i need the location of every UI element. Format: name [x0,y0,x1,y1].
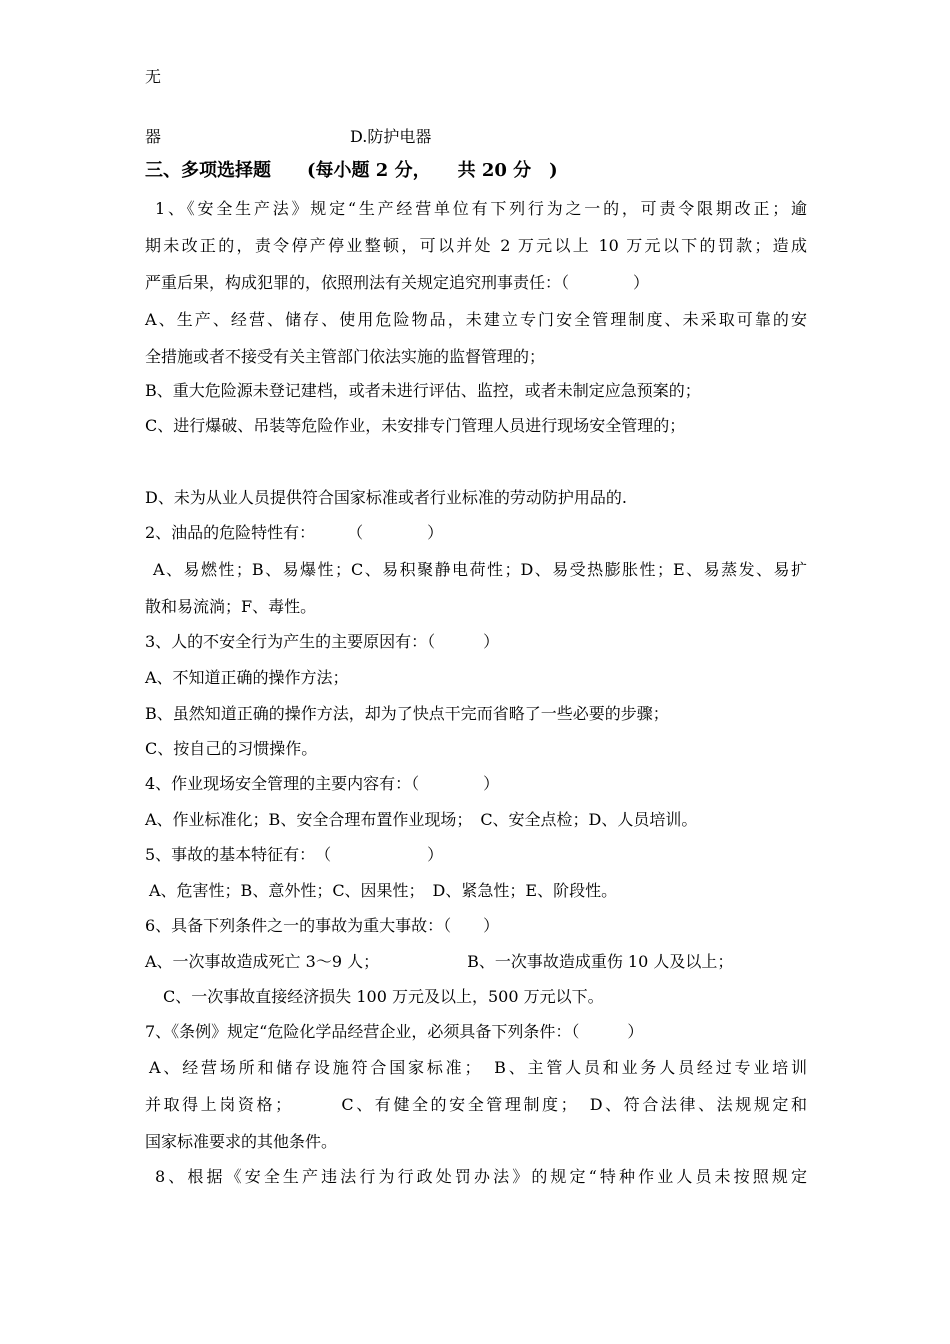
question-1-option-b: B、重大危险源未登记建档，或者未进行评估、监控，或者未制定应急预案的； [145,381,701,400]
question-7-options-line-2: 并取得上岗资格； C、有健全的安全管理制度； D、符合法律、法规规定和 [145,1095,807,1114]
question-5-options: A、危害性；B、意外性；C、因果性； D、紧急性；E、阶段性。 [149,881,618,900]
question-1-option-a-line-2: 全措施或者不接受有关主管部门依法实施的监督管理的； [145,347,546,366]
question-3-option-a: A、不知道正确的操作方法； [145,668,349,687]
question-2-options-line-2: 散和易流淌；F、毒性。 [145,597,317,616]
top-fragment: 无 [145,67,162,86]
question-1-option-d: D、未为从业人员提供符合国家标准或者行业标准的劳动防护用品的. [145,488,627,507]
question-6-options-line-1: A、一次事故造成死亡 3～9 人； B、一次事故造成重伤 10 人及以上； [145,952,734,971]
question-2-line-1: 2、油品的危险特性有： （ ） [145,523,444,542]
option-fragment-right: D.防护电器 [350,127,432,146]
question-1-option-c: C、进行爆破、吊装等危险作业，未安排专门管理人员进行现场安全管理的； [145,416,686,435]
question-3-line-1: 3、人的不安全行为产生的主要原因有：（ ） [145,632,500,651]
question-6-options-line-2: C、一次事故直接经济损失 100 万元及以上，500 万元以下。 [163,987,604,1006]
option-fragment-left: 器 [145,127,162,146]
question-1-line-2: 期未改正的，责令停产停业整顿，可以并处 2 万元以上 10 万元以下的罚款；造成 [145,236,807,255]
question-7-options-line-3: 国家标准要求的其他条件。 [145,1132,338,1151]
question-1-option-a-line-1: A、生产、经营、储存、使用危险物品，未建立专门安全管理制度、未采取可靠的安 [145,310,807,329]
question-6-line-1: 6、具备下列条件之一的事故为重大事故：（ ） [145,916,500,935]
question-7-options-line-1: A、经营场所和储存设施符合国家标准； B、主管人员和业务人员经过专业培训 [149,1058,807,1077]
question-4-options: A、作业标准化；B、安全合理布置作业现场； C、安全点检；D、人员培训。 [145,810,698,829]
question-3-option-b: B、虽然知道正确的操作方法，却为了快点干完而省略了一些必要的步骤； [145,704,669,723]
question-1-line-3: 严重后果，构成犯罪的，依照刑法有关规定追究刑事责任：（ ） [145,273,650,292]
section-title: 三、多项选择题 (每小题 2 分， 共 20 分 ) [145,160,558,181]
question-7-line-1: 7、《条例》规定“危险化学品经营企业，必须具备下列条件：（ ） [145,1022,644,1041]
question-4-line-1: 4、作业现场安全管理的主要内容有：（ ） [145,774,500,793]
question-1-line-1: 1、《安全生产法》规定“生产经营单位有下列行为之一的，可责令限期改正；逾 [155,199,807,218]
question-8-line-1: 8、根据《安全生产违法行为行政处罚办法》的规定“特种作业人员未按照规定 [155,1167,807,1186]
question-2-options-line-1: A、易燃性；B、易爆性；C、易积聚静电荷性；D、易受热膨胀性；E、易蒸发、易扩 [153,560,807,579]
question-5-line-1: 5、事故的基本特征有： （ ） [145,845,444,864]
question-3-option-c: C、按自己的习惯操作。 [145,739,318,758]
